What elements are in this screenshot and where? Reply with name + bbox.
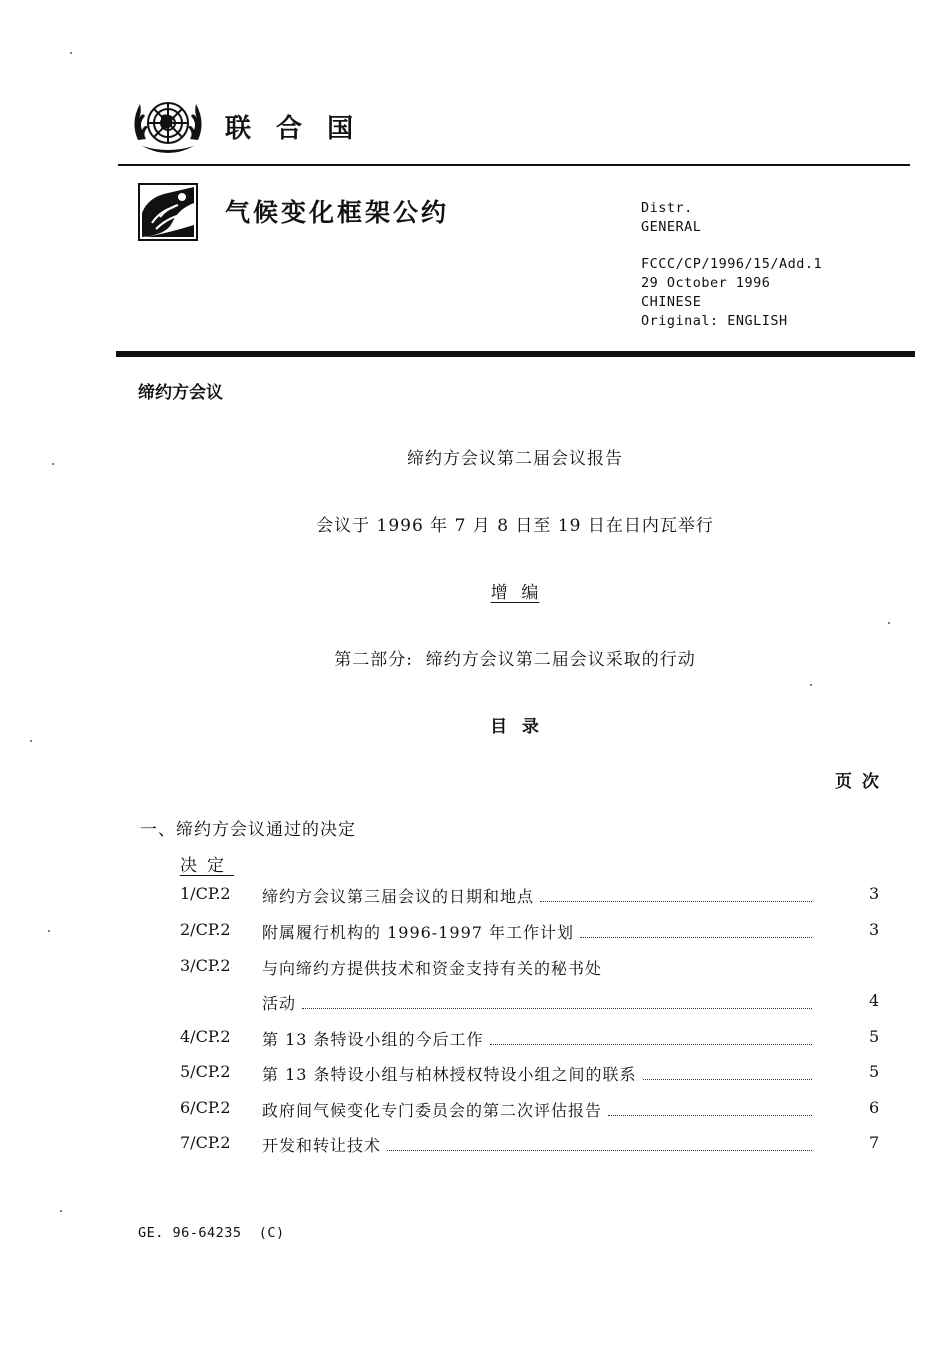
org-name: 联 合 国 <box>225 114 362 144</box>
distr-value: GENERAL <box>641 219 702 235</box>
toc-leader <box>387 1150 812 1151</box>
toc-page: 4 <box>869 991 880 1010</box>
toc-entry <box>262 1062 812 1085</box>
scan-speck <box>52 463 54 465</box>
toc-title: 附属履行机构的 1996-1997 年工作计划 <box>262 923 575 942</box>
toc-code: 7/CP.2 <box>180 1133 231 1152</box>
toc-entry <box>262 991 812 1014</box>
toc-entry <box>262 884 812 907</box>
toc-row[interactable] <box>0 884 950 914</box>
toc-page: 5 <box>869 1062 880 1081</box>
toc-title: 与向缔约方提供技术和资金支持有关的秘书处 <box>262 959 603 978</box>
convention-title: 气候变化框架公约 <box>225 198 450 227</box>
document-date: 29 October 1996 <box>641 275 771 291</box>
toc-entry <box>262 956 812 979</box>
decisions-label: 决定 <box>180 856 234 876</box>
toc-row[interactable] <box>0 920 950 950</box>
toc-page: 5 <box>869 1027 880 1046</box>
scan-speck <box>30 740 32 742</box>
unfccc-logo-icon <box>138 183 198 241</box>
toc-page: 3 <box>869 920 880 939</box>
toc-entry <box>262 1133 812 1156</box>
session-info: 会议于 1996 年 7 月 8 日至 19 日在日内瓦举行 <box>316 516 714 536</box>
footer-code: GE. 96-64235 (C) <box>138 1225 285 1241</box>
toc-leader <box>580 937 812 938</box>
section-heading: 一、缔约方会议通过的决定 <box>140 820 356 840</box>
toc-code: 4/CP.2 <box>180 1027 231 1046</box>
report-title: 缔约方会议第二届会议报告 <box>407 449 623 469</box>
toc-leader <box>643 1079 812 1080</box>
toc-page: 7 <box>869 1133 880 1152</box>
toc-code: 6/CP.2 <box>180 1098 231 1117</box>
toc-entry <box>262 1098 812 1121</box>
body-label: 缔约方会议 <box>138 383 223 403</box>
page-column-heading: 页次 <box>835 772 889 792</box>
toc-row[interactable] <box>0 1062 950 1092</box>
part-title: 第二部分: 缔约方会议第二届会议采取的行动 <box>334 650 696 670</box>
toc-row[interactable] <box>0 1098 950 1128</box>
toc-page: 3 <box>869 884 880 903</box>
toc-code: 1/CP.2 <box>180 884 231 903</box>
header-rule <box>118 164 910 166</box>
distr-label: Distr. <box>641 200 693 216</box>
toc-code: 3/CP.2 <box>180 956 231 975</box>
toc-leader <box>490 1044 812 1045</box>
toc-title: 开发和转让技术 <box>262 1136 382 1155</box>
symbol-block <box>641 255 822 331</box>
toc-leader <box>302 1008 812 1009</box>
document-language: CHINESE <box>641 294 702 310</box>
document-original: Original: ENGLISH <box>641 313 788 329</box>
addendum-text: 增 编 <box>490 583 540 603</box>
toc-title: 第 13 条特设小组与柏林授权特设小组之间的联系 <box>262 1065 637 1084</box>
toc-code: 2/CP.2 <box>180 920 231 939</box>
contents-heading: 目 录 <box>490 717 540 737</box>
unfccc-logo <box>138 183 198 241</box>
un-emblem <box>128 90 208 160</box>
toc-page: 6 <box>869 1098 880 1117</box>
scan-speck <box>70 52 72 54</box>
addendum-heading <box>0 578 950 603</box>
distribution-block <box>641 199 701 237</box>
toc-entry <box>262 920 812 943</box>
scan-speck <box>810 684 812 686</box>
toc-leader <box>540 901 812 902</box>
toc-title: 缔约方会议第三届会议的日期和地点 <box>262 887 535 906</box>
scan-speck <box>888 622 890 624</box>
toc-entry <box>262 1027 812 1050</box>
toc-leader <box>608 1115 812 1116</box>
toc-title: 活动 <box>262 994 297 1013</box>
toc-row[interactable] <box>0 991 950 1021</box>
document-symbol: FCCC/CP/1996/15/Add.1 <box>641 256 823 272</box>
toc-code: 5/CP.2 <box>180 1062 231 1081</box>
thick-rule <box>116 351 915 357</box>
toc-row[interactable] <box>0 1027 950 1057</box>
toc-row[interactable] <box>0 1133 950 1163</box>
toc-row[interactable] <box>0 956 950 986</box>
un-emblem-icon <box>128 90 208 160</box>
toc-title: 政府间气候变化专门委员会的第二次评估报告 <box>262 1101 603 1120</box>
toc-title: 第 13 条特设小组的今后工作 <box>262 1030 484 1049</box>
scan-speck <box>48 930 50 932</box>
scan-speck <box>60 1210 62 1212</box>
